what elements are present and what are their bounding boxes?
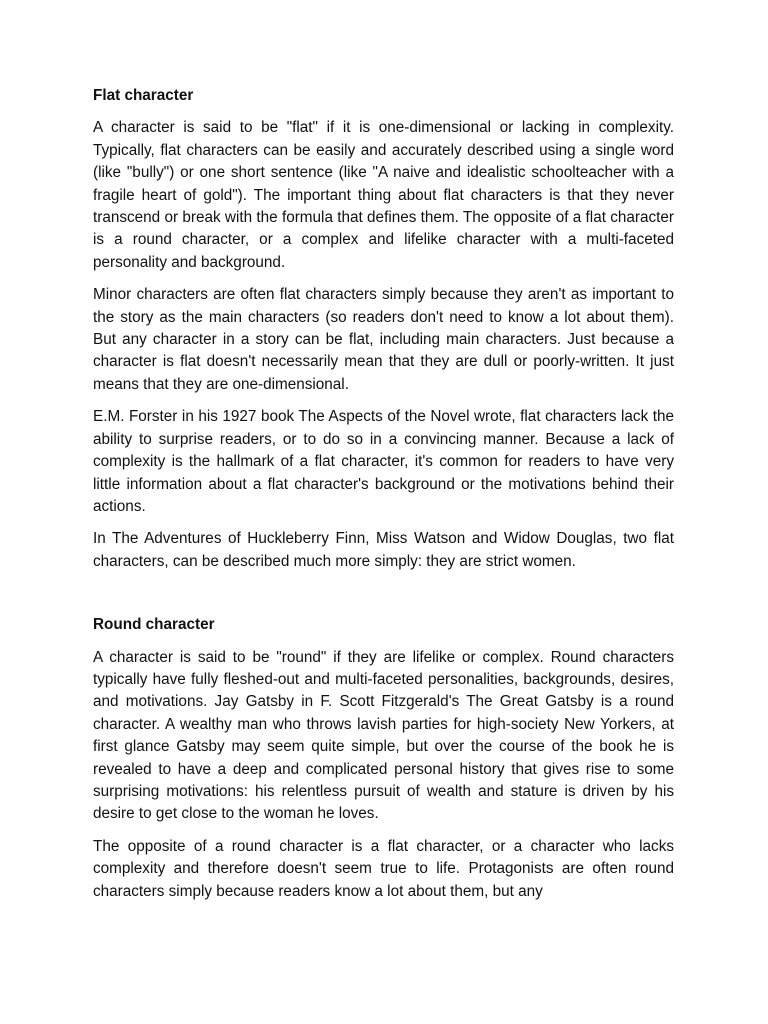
section-round-character [93, 614, 674, 903]
section-flat-character [93, 85, 674, 573]
paragraph: Minor characters are often flat characters simply because they aren't as important to the story as the main characters (so readers don't need to know a lot about them). But any character in a story can be flat, including main characters. Just because a character is flat doesn't necessarily mean that they are dull or poorly-written. It just means that they are one-dimensional. [93, 286, 674, 393]
document-page [93, 85, 674, 913]
section-spacer [93, 583, 674, 614]
paragraph: A character is said to be "round" if they are lifelike or complex. Round characters typically have fully fleshed-out and multi-faceted personalities, backgrounds, desires, and motivations. Jay Gatsby in F. Scott Fitzgerald's The Great Gatsby is a round character. A wealthy man who throws lavish parties for high-society New Yorkers, at first glance Gatsby may seem quite simple, but over the course of the book he is revealed to have a deep and complicated personal history that gives rise to some surprising motivations: his relentless pursuit of wealth and stature is driven by his desire to get close to the woman he loves. [93, 648, 674, 823]
paragraph: In The Adventures of Huckleberry Finn, Miss Watson and Widow Douglas, two flat characters, can be described much more simply: they are strict women. [93, 530, 674, 570]
section-heading: Flat character [93, 87, 194, 104]
paragraph: The opposite of a round character is a flat character, or a character who lacks complexity and therefore doesn't seem true to life. Protagonists are often round characters simply because readers know a lot about them, but any [93, 837, 674, 900]
section-heading: Round character [93, 616, 215, 634]
paragraph: A character is said to be "flat" if it is one-dimensional or lacking in complexity. Typically, flat characters can be easily and accurately described using a single word (like "bully") or one short sentence (like "A naive and idealistic schoolteacher with a fragile heart of gold"). The important thing about flat characters is that they never transcend or break with the formula that defines them. The opposite of a flat character is a round character, or a complex and lifelike character with a multi-faceted personality and background. [93, 119, 674, 271]
paragraph: E.M. Forster in his 1927 book The Aspects of the Novel wrote, flat characters lack the ability to surprise readers, or to do so in a convincing manner. Because a lack of complexity is the hallmark of a flat character, it's common for readers to have very little information about a flat character's background or the motivations behind their actions. [93, 408, 674, 515]
